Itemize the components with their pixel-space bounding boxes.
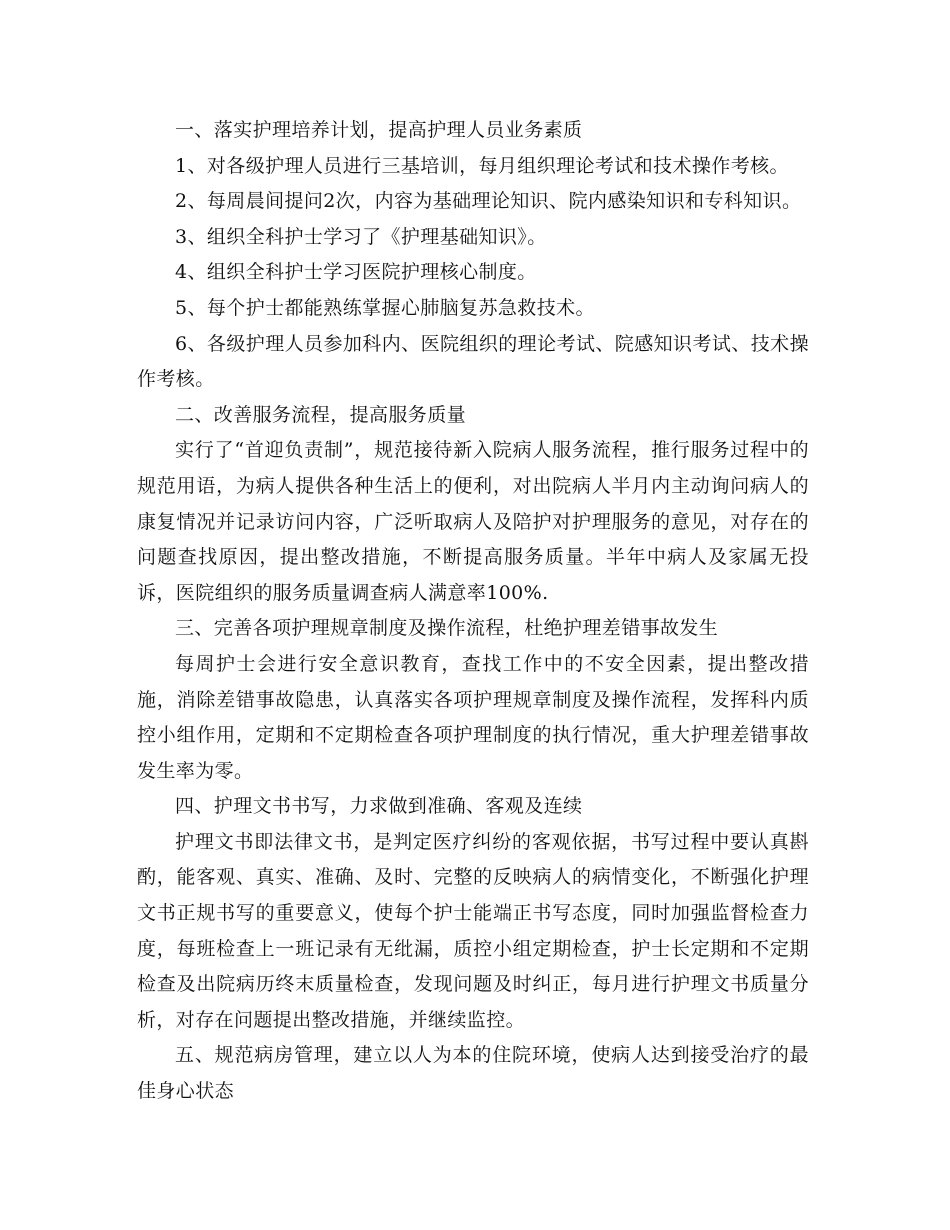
- list-item-4: 4、组织全科护士学习医院护理核心制度。: [175, 261, 537, 284]
- section-heading-4: 四、护理文书书写，力求做到准确、客观及连续: [175, 795, 583, 818]
- section-heading-1: 一、落实护理培养计划，提高护理人员业务素质: [175, 119, 583, 141]
- section-heading-3: 三、完善各项护理规章制度及操作流程，杜绝护理差错事故发生: [175, 617, 719, 640]
- section-body-2: 实行了“首迎负责制”，规范接待新入院病人服务流程，推行服务过程中的规范用语，为病人提供各种生活上的便利，对出院病人半月内主动询问病人的康复情况并记录访问内容，广泛听取病人及陪护对护理服务的意见，对存在的问题查找原因，提出整改措施，不断提高服务质量。半年中病人及家属无投诉，医院组织的服务质量调查病人满意率100%.: [137, 439, 809, 604]
- document-body: [137, 113, 809, 1110]
- list-item-5: 5、每个护士都能熟练掌握心肺脑复苏急救技术。: [175, 296, 595, 319]
- section-body-3: 每周护士会进行安全意识教育，查找工作中的不安全因素，提出整改措施，消除差错事故隐患，认真落实各项护理规章制度及操作流程，发挥科内质控小组作用，定期和不定期检查各项护理制度的执行情况，重大护理差错事故发生率为零。: [137, 652, 809, 782]
- section-heading-5: 五、规范病房管理，建立以人为本的住院环境，使病人达到接受治疗的最佳身心状态: [137, 1044, 809, 1103]
- section-body-4: 护理文书即法律文书，是判定医疗纠纷的客观依据，书写过程中要认真斟酌，能客观、真实、准确、及时、完整的反映病人的病情变化，不断强化护理文书正规书写的重要意义，使每个护士能端正书写态度，同时加强监督检查力度，每班检查上一班记录有无纰漏，质控小组定期检查，护士长定期和不定期检查及出院病历终末质量检查，发现问题及时纠正，每月进行护理文书质量分析，对存在问题提出整改措施，并继续监控。: [137, 830, 809, 1031]
- list-item-1: 1、对各级护理人员进行三基培训，每月组织理论考试和技术操作考核。: [175, 154, 789, 177]
- list-item-2: 2、每周晨间提问2次，内容为基础理论知识、院内感染知识和专科知识。: [175, 190, 802, 213]
- list-item-3: 3、组织全科护士学习了《护理基础知识》。: [175, 225, 547, 248]
- list-item-6: 6、各级护理人员参加科内、医院组织的理论考试、院感知识考试、技术操作考核。: [137, 332, 809, 391]
- section-heading-2: 二、改善服务流程，提高服务质量: [175, 403, 467, 426]
